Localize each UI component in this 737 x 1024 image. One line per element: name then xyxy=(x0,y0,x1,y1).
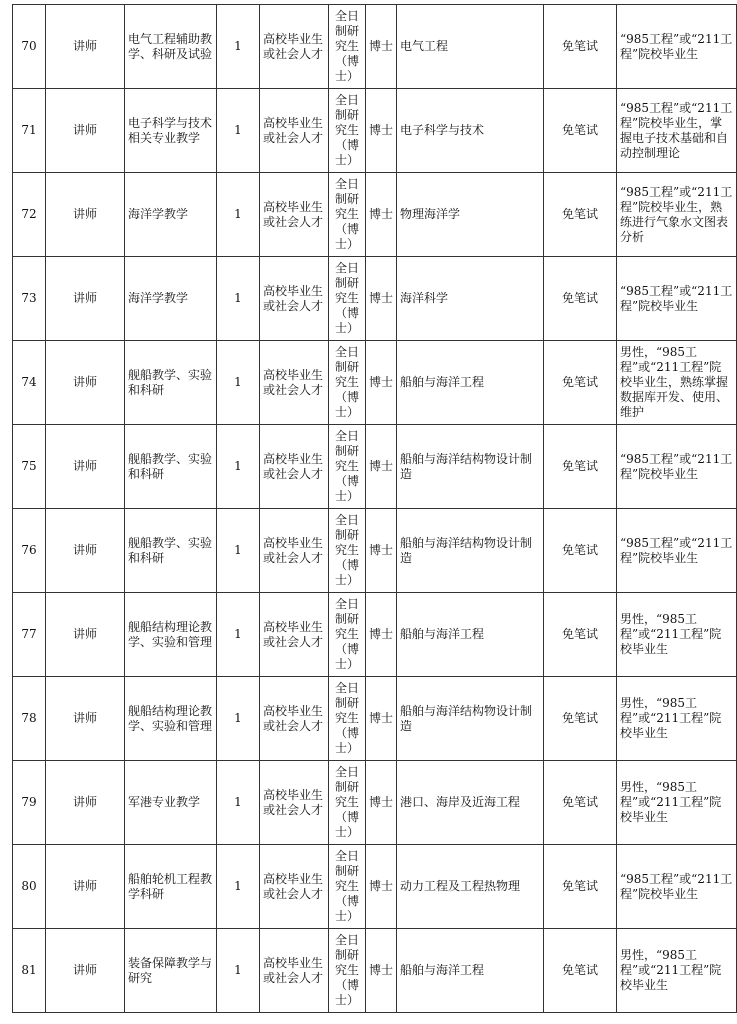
row-number-cell: 80 xyxy=(13,845,46,929)
table-row xyxy=(13,761,737,845)
major-cell: 港口、海岸及近海工程 xyxy=(397,761,544,845)
education-cell: 全日制研究生（博士） xyxy=(329,341,366,425)
candidate-source-cell: 高校毕业生或社会人才 xyxy=(260,509,329,593)
candidate-source-cell: 高校毕业生或社会人才 xyxy=(260,677,329,761)
job-description-cell: 军港专业教学 xyxy=(125,761,217,845)
exam-cell: 免笔试 xyxy=(544,929,617,1013)
requirements-cell: “985工程”或“211工程”院校毕业生 xyxy=(617,509,737,593)
row-number-cell: 70 xyxy=(13,5,46,89)
row-number-cell: 75 xyxy=(13,425,46,509)
exam-cell: 免笔试 xyxy=(544,5,617,89)
position-cell: 讲师 xyxy=(46,425,125,509)
headcount-cell: 1 xyxy=(217,845,260,929)
major-cell: 动力工程及工程热物理 xyxy=(397,845,544,929)
job-description-cell: 装备保障教学与研究 xyxy=(125,929,217,1013)
table-row xyxy=(13,5,737,89)
candidate-source-cell: 高校毕业生或社会人才 xyxy=(260,425,329,509)
education-cell: 全日制研究生（博士） xyxy=(329,509,366,593)
position-cell: 讲师 xyxy=(46,845,125,929)
position-cell: 讲师 xyxy=(46,257,125,341)
major-cell: 电子科学与技术 xyxy=(397,89,544,173)
job-description-cell: 舰船结构理论教学、实验和管理 xyxy=(125,593,217,677)
row-number-cell: 77 xyxy=(13,593,46,677)
requirements-cell: 男性，“985工程”或“211工程”院校毕业生 xyxy=(617,677,737,761)
position-cell: 讲师 xyxy=(46,761,125,845)
requirements-cell: 男性，“985工程”或“211工程”院校毕业生，熟练掌握数据库开发、使用、维护 xyxy=(617,341,737,425)
job-description-cell: 舰船教学、实验和科研 xyxy=(125,341,217,425)
job-description-cell: 舰船教学、实验和科研 xyxy=(125,425,217,509)
candidate-source-cell: 高校毕业生或社会人才 xyxy=(260,341,329,425)
table-row xyxy=(13,845,737,929)
education-cell: 全日制研究生（博士） xyxy=(329,845,366,929)
row-number-cell: 72 xyxy=(13,173,46,257)
row-number-cell: 71 xyxy=(13,89,46,173)
row-number-cell: 76 xyxy=(13,509,46,593)
major-cell: 船舶与海洋工程 xyxy=(397,341,544,425)
job-description-cell: 海洋学教学 xyxy=(125,257,217,341)
major-cell: 船舶与海洋结构物设计制造 xyxy=(397,677,544,761)
major-cell: 船舶与海洋结构物设计制造 xyxy=(397,509,544,593)
headcount-cell: 1 xyxy=(217,341,260,425)
degree-cell: 博士 xyxy=(366,341,397,425)
recruitment-table xyxy=(12,4,737,1013)
candidate-source-cell: 高校毕业生或社会人才 xyxy=(260,89,329,173)
exam-cell: 免笔试 xyxy=(544,341,617,425)
row-number-cell: 78 xyxy=(13,677,46,761)
table-row xyxy=(13,173,737,257)
education-cell: 全日制研究生（博士） xyxy=(329,761,366,845)
candidate-source-cell: 高校毕业生或社会人才 xyxy=(260,761,329,845)
major-cell: 海洋科学 xyxy=(397,257,544,341)
job-description-cell: 舰船教学、实验和科研 xyxy=(125,509,217,593)
candidate-source-cell: 高校毕业生或社会人才 xyxy=(260,173,329,257)
exam-cell: 免笔试 xyxy=(544,761,617,845)
candidate-source-cell: 高校毕业生或社会人才 xyxy=(260,593,329,677)
table-row xyxy=(13,341,737,425)
requirements-cell: 男性，“985工程”或“211工程”院校毕业生 xyxy=(617,593,737,677)
requirements-cell: “985工程”或“211工程”院校毕业生，熟练进行气象水文图表分析 xyxy=(617,173,737,257)
requirements-cell: “985工程”或“211工程”院校毕业生 xyxy=(617,425,737,509)
job-description-cell: 船舶轮机工程教学科研 xyxy=(125,845,217,929)
job-description-cell: 电子科学与技术相关专业教学 xyxy=(125,89,217,173)
degree-cell: 博士 xyxy=(366,593,397,677)
exam-cell: 免笔试 xyxy=(544,509,617,593)
row-number-cell: 73 xyxy=(13,257,46,341)
requirements-cell: “985工程”或“211工程”院校毕业生 xyxy=(617,257,737,341)
degree-cell: 博士 xyxy=(366,677,397,761)
degree-cell: 博士 xyxy=(366,929,397,1013)
education-cell: 全日制研究生（博士） xyxy=(329,5,366,89)
exam-cell: 免笔试 xyxy=(544,845,617,929)
degree-cell: 博士 xyxy=(366,5,397,89)
degree-cell: 博士 xyxy=(366,89,397,173)
major-cell: 船舶与海洋工程 xyxy=(397,929,544,1013)
job-description-cell: 海洋学教学 xyxy=(125,173,217,257)
exam-cell: 免笔试 xyxy=(544,89,617,173)
position-cell: 讲师 xyxy=(46,509,125,593)
position-cell: 讲师 xyxy=(46,89,125,173)
requirements-cell: “985工程”或“211工程”院校毕业生，掌握电子技术基础和自动控制理论 xyxy=(617,89,737,173)
education-cell: 全日制研究生（博士） xyxy=(329,425,366,509)
education-cell: 全日制研究生（博士） xyxy=(329,593,366,677)
candidate-source-cell: 高校毕业生或社会人才 xyxy=(260,257,329,341)
exam-cell: 免笔试 xyxy=(544,425,617,509)
education-cell: 全日制研究生（博士） xyxy=(329,257,366,341)
position-cell: 讲师 xyxy=(46,5,125,89)
degree-cell: 博士 xyxy=(366,845,397,929)
table-row xyxy=(13,929,737,1013)
headcount-cell: 1 xyxy=(217,173,260,257)
education-cell: 全日制研究生（博士） xyxy=(329,677,366,761)
headcount-cell: 1 xyxy=(217,5,260,89)
exam-cell: 免笔试 xyxy=(544,593,617,677)
headcount-cell: 1 xyxy=(217,257,260,341)
exam-cell: 免笔试 xyxy=(544,257,617,341)
candidate-source-cell: 高校毕业生或社会人才 xyxy=(260,845,329,929)
row-number-cell: 81 xyxy=(13,929,46,1013)
position-cell: 讲师 xyxy=(46,929,125,1013)
headcount-cell: 1 xyxy=(217,509,260,593)
job-description-cell: 电气工程辅助教学、科研及试验 xyxy=(125,5,217,89)
headcount-cell: 1 xyxy=(217,593,260,677)
candidate-source-cell: 高校毕业生或社会人才 xyxy=(260,929,329,1013)
requirements-cell: “985工程”或“211工程”院校毕业生 xyxy=(617,845,737,929)
requirements-cell: 男性，“985工程”或“211工程”院校毕业生 xyxy=(617,761,737,845)
row-number-cell: 74 xyxy=(13,341,46,425)
position-cell: 讲师 xyxy=(46,341,125,425)
degree-cell: 博士 xyxy=(366,173,397,257)
table-row xyxy=(13,593,737,677)
position-cell: 讲师 xyxy=(46,173,125,257)
position-cell: 讲师 xyxy=(46,593,125,677)
degree-cell: 博士 xyxy=(366,761,397,845)
table-row xyxy=(13,509,737,593)
headcount-cell: 1 xyxy=(217,761,260,845)
education-cell: 全日制研究生（博士） xyxy=(329,89,366,173)
degree-cell: 博士 xyxy=(366,425,397,509)
exam-cell: 免笔试 xyxy=(544,677,617,761)
headcount-cell: 1 xyxy=(217,425,260,509)
exam-cell: 免笔试 xyxy=(544,173,617,257)
headcount-cell: 1 xyxy=(217,677,260,761)
degree-cell: 博士 xyxy=(366,257,397,341)
table-row xyxy=(13,257,737,341)
major-cell: 物理海洋学 xyxy=(397,173,544,257)
candidate-source-cell: 高校毕业生或社会人才 xyxy=(260,5,329,89)
table-body xyxy=(13,5,737,1013)
table-row xyxy=(13,425,737,509)
education-cell: 全日制研究生（博士） xyxy=(329,929,366,1013)
position-cell: 讲师 xyxy=(46,677,125,761)
requirements-cell: “985工程”或“211工程”院校毕业生 xyxy=(617,5,737,89)
table-row xyxy=(13,89,737,173)
major-cell: 电气工程 xyxy=(397,5,544,89)
headcount-cell: 1 xyxy=(217,89,260,173)
headcount-cell: 1 xyxy=(217,929,260,1013)
job-description-cell: 舰船结构理论教学、实验和管理 xyxy=(125,677,217,761)
degree-cell: 博士 xyxy=(366,509,397,593)
table-row xyxy=(13,677,737,761)
requirements-cell: 男性，“985工程”或“211工程”院校毕业生 xyxy=(617,929,737,1013)
row-number-cell: 79 xyxy=(13,761,46,845)
education-cell: 全日制研究生（博士） xyxy=(329,173,366,257)
major-cell: 船舶与海洋结构物设计制造 xyxy=(397,425,544,509)
major-cell: 船舶与海洋工程 xyxy=(397,593,544,677)
